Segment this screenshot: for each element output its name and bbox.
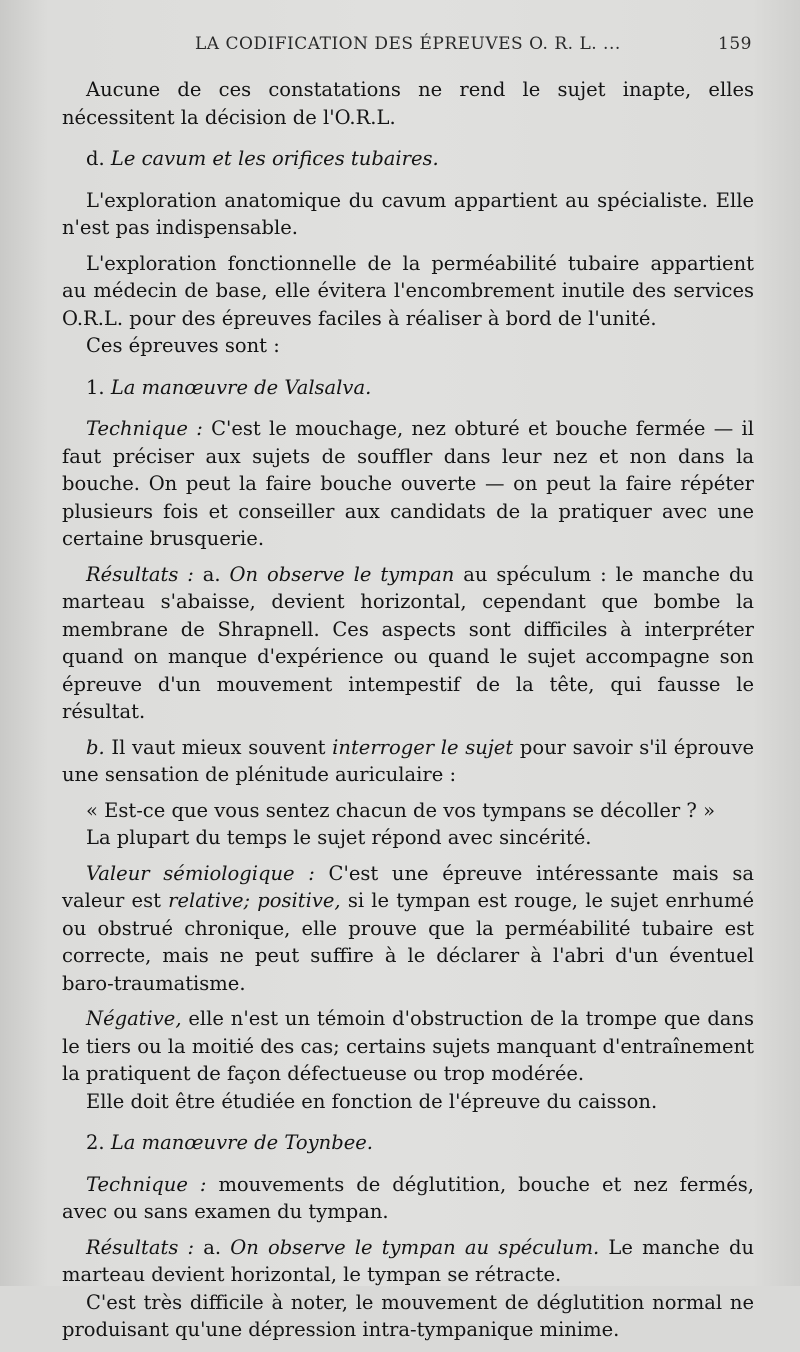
section-heading-toynbee bbox=[62, 1129, 754, 1157]
section-title: La manœuvre de Toynbee. bbox=[110, 1131, 373, 1154]
term-label: Technique : bbox=[86, 1172, 207, 1196]
paragraph-text: C'est une épreuve intéressante mais sa valeur est bbox=[62, 861, 754, 912]
paragraph-valeur bbox=[62, 860, 754, 998]
paragraph-deglutition: C'est très difficile à noter, le mouvement de déglutition normal ne produisant qu'une dépression intra-tympanique minime. bbox=[62, 1290, 754, 1341]
paragraph-epreuves: Ces épreuves sont : bbox=[86, 334, 280, 357]
paragraph-text: si le tympan est rouge, le sujet enrhumé ou obstrué chronique, elle prouve que la perméabilité tubaire est correcte, mais ne peut suffire à le déclarer à l'abri d'un éventuel baro-traumatisme. bbox=[62, 889, 754, 995]
paragraph-sincerite: La plupart du temps le sujet répond avec sincérité. bbox=[86, 826, 592, 849]
page-number: 159 bbox=[718, 34, 752, 54]
paragraph-technique-valsalva bbox=[62, 415, 754, 553]
paragraph-text: pour savoir s'il éprouve une sensation de plénitude auriculaire : bbox=[62, 735, 754, 786]
paragraph-text: au spéculum : le manche du marteau s'abaisse, devient horizontal, cependant que bombe la membrane de Shrapnell. Ces aspects sont difficiles à interpréter quand on manque d'expérience ou quand le sujet accompagne son épreuve d'un mouvement intempestif de la tête, qui fausse le résultat. bbox=[62, 562, 754, 723]
paragraph-text: mouvements de déglutition, bouche et nez fermés, avec ou sans examen du tympan. bbox=[62, 1172, 754, 1223]
paragraph-text: Il vaut mieux souvent bbox=[104, 735, 333, 759]
section-heading-d bbox=[62, 145, 754, 173]
emphasis: On observe le tympan au spéculum. bbox=[230, 1235, 600, 1259]
item-label: a. bbox=[194, 1235, 231, 1259]
page-body bbox=[62, 76, 754, 1352]
section-label: 1. bbox=[86, 375, 111, 399]
running-title: LA CODIFICATION DES ÉPREUVES O. R. L. ... bbox=[195, 34, 621, 54]
item-label: b. bbox=[86, 735, 105, 759]
section-label: d. bbox=[86, 147, 111, 170]
paragraph-resultats-toynbee bbox=[62, 1234, 754, 1289]
term-label: Résultats : bbox=[86, 562, 194, 586]
emphasis: On observe le tympan bbox=[229, 562, 455, 586]
paragraph-caisson: Elle doit être étudiée en fonction de l'épreuve du caisson. bbox=[86, 1089, 658, 1113]
paragraph-text: C'est le mouchage, nez obturé et bouche fermée — il faut préciser aux sujets de souffler dans leur nez et non dans la bouche. On peut la faire bouche ouverte — on peut la faire répéter plusieurs fois et conseiller aux candidats de la pratiquer avec une certaine brusquerie. bbox=[62, 417, 754, 550]
paragraph-resultats-valsalva bbox=[62, 561, 754, 726]
section-title: Le cavum et les orifices tubaires. bbox=[110, 147, 439, 170]
term-label: Valeur sémiologique : bbox=[86, 861, 315, 885]
paragraph-exploration-fonctionnelle: L'exploration fonctionnelle de la perméabilité tubaire appartient au médecin de base, elle évitera l'encombrement inutile des services O.R.L. pour des épreuves faciles à réaliser à bord de l'unité. bbox=[62, 251, 754, 330]
paragraph-technique-toynbee bbox=[62, 1171, 754, 1226]
term-label: Négative, bbox=[86, 1007, 182, 1030]
emphasis: relative; positive, bbox=[168, 889, 341, 912]
paragraph-text: Le manche du marteau devient horizontal, le tympan se rétracte. bbox=[62, 1235, 754, 1286]
paragraph-exploration-anatomique: L'exploration anatomique du cavum appartient au spécialiste. Elle n'est pas indispensable. bbox=[62, 188, 754, 239]
paragraph-text: elle n'est un témoin d'obstruction de la trompe que dans le tiers ou la moitié des cas; certains sujets manquant d'entraînement la pratiquent de façon défectueuse ou trop modérée. bbox=[62, 1007, 754, 1085]
paragraph-b bbox=[62, 734, 754, 789]
section-label: 2. bbox=[86, 1131, 111, 1154]
section-heading-valsalva bbox=[62, 374, 754, 402]
term-label: Résultats : bbox=[86, 1235, 195, 1259]
quotation: « Est-ce que vous sentez chacun de vos tympans se décoller ? » bbox=[86, 798, 715, 822]
paragraph-aucune: Aucune de ces constatations ne rend le sujet inapte, elles nécessitent la décision de l'O.R.L. bbox=[62, 78, 754, 129]
term-label: Technique : bbox=[86, 417, 203, 440]
emphasis: interroger le sujet bbox=[332, 735, 514, 759]
paragraph-negative bbox=[62, 1005, 754, 1088]
section-title: La manœuvre de Valsalva. bbox=[110, 375, 372, 399]
item-label: a. bbox=[193, 562, 230, 586]
running-header bbox=[195, 34, 752, 54]
